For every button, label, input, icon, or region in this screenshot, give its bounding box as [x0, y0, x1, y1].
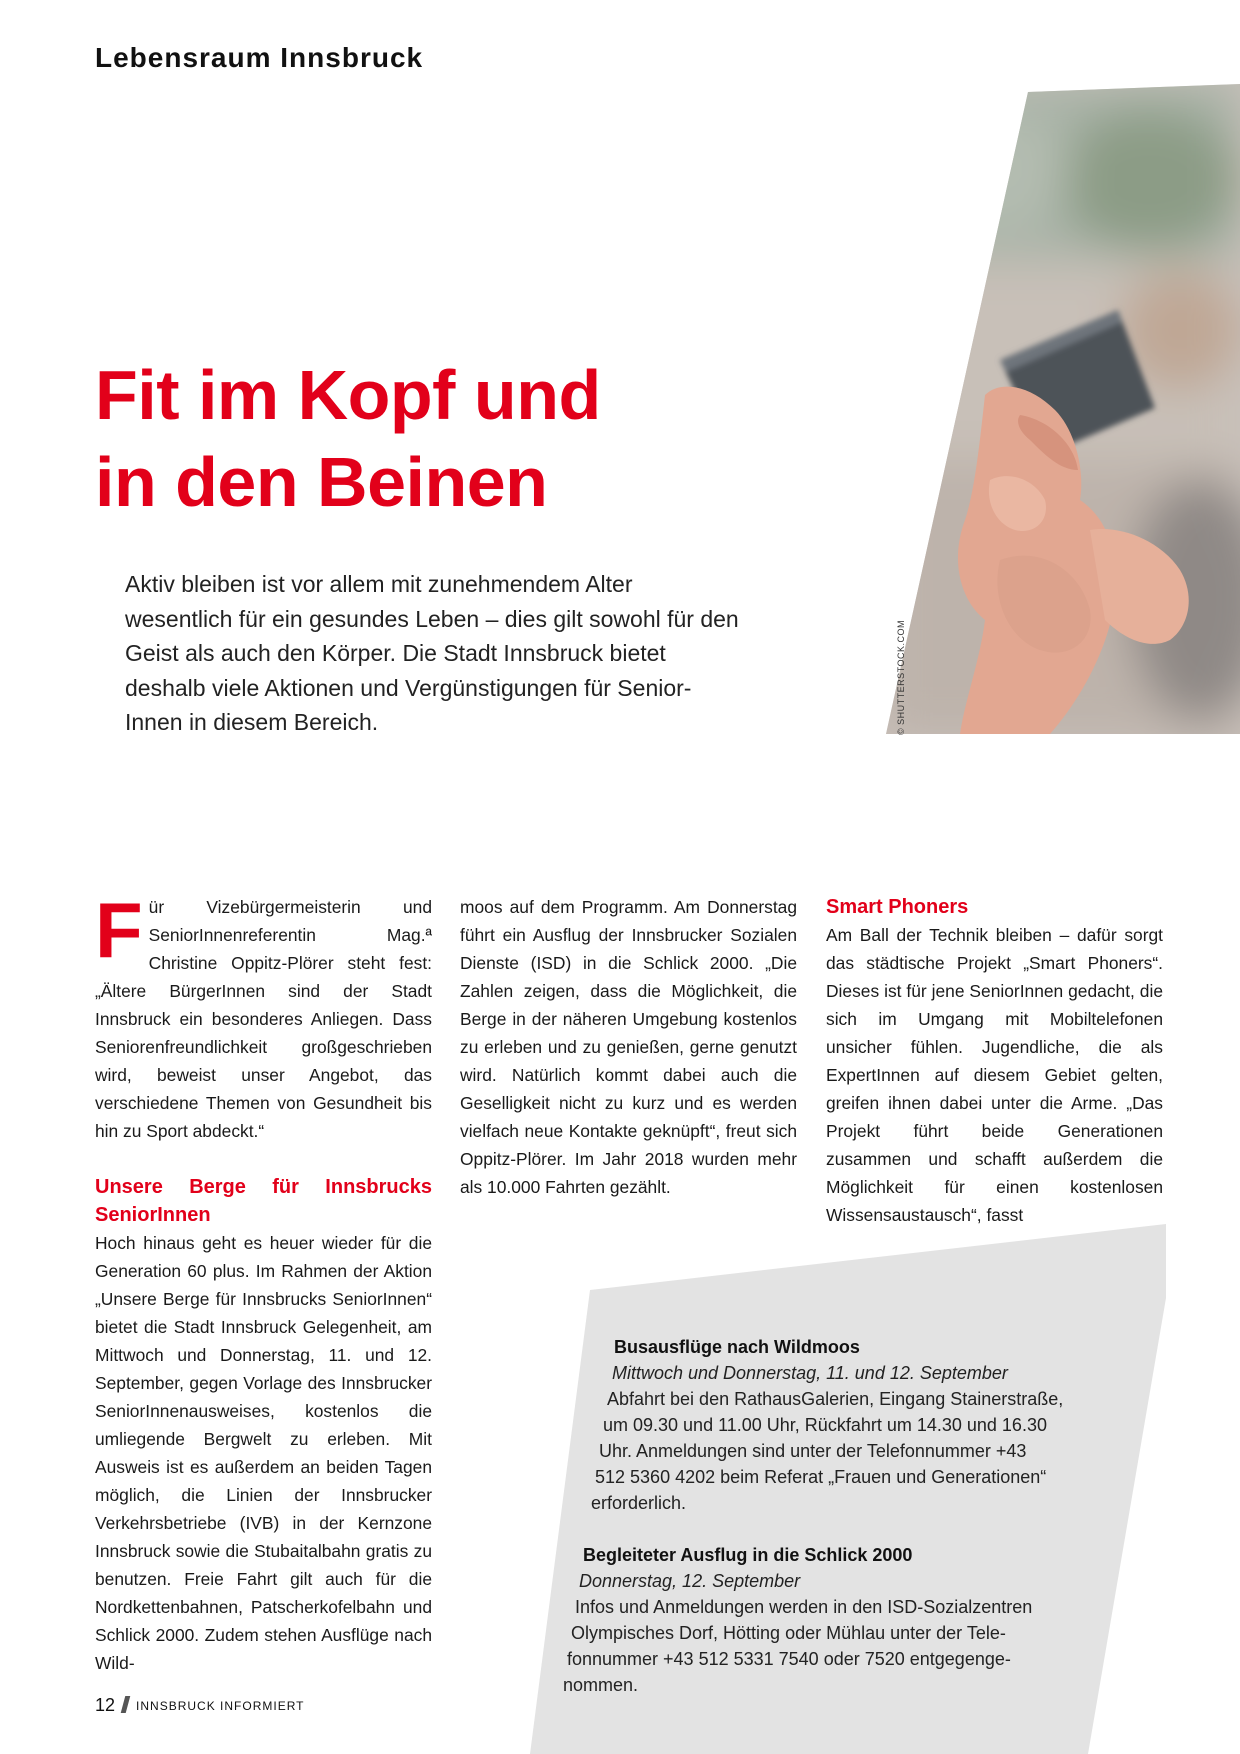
- infobox-line: Infos und Anmeldungen werden in den ISD-Sozialzentren: [575, 1597, 1033, 1617]
- infobox-line: erforderlich.: [591, 1493, 687, 1513]
- page-number: 12: [95, 1695, 116, 1715]
- intro-text: ür Vizebürgermeisterin und SeniorInnenreferentin Mag.ª Christine Oppitz-Plörer steht fest: „Ältere BürgerInnen sind der Stadt Innsbruck ein besonderes Anliegen. Dass Seniorenfreundlichkeit großgeschrieben wird, beweist unser Angebot, das verschiedene Themen von Gesundheit bis hin zu Sport abdeckt.“: [95, 897, 432, 1141]
- column-3: [826, 893, 1163, 1229]
- infobox-line: um 09.30 und 11.00 Uhr, Rückfahrt um 14.30 und 16.30: [603, 1415, 1047, 1435]
- column-1: [95, 886, 432, 1677]
- infobox-line: Olympisches Dorf, Hötting oder Mühlau unter der Tele-: [571, 1623, 1006, 1643]
- photo-credit: © SHUTTERSTOCK.COM: [896, 620, 906, 735]
- infobox-title-wildmoos: Busausflüge nach Wildmoos: [614, 1337, 860, 1357]
- lead-text: Aktiv bleiben ist vor allem mit zunehmendem Alter wesentlich für ein gesundes Leben – dies gilt sowohl für den Geist als auch den Körper. Die Stadt Innsbruck bietet deshalb viele Aktionen und Vergünstigungen für Senior-Innen in diesem Bereich.: [125, 571, 739, 735]
- footer-divider: [121, 1696, 131, 1713]
- section-text-smart-phoners: Am Ball der Technik bleiben – dafür sorgt das städtische Projekt „Smart Phoners“. Dieses ist für jene SeniorInnen gedacht, die sich im Umgang mit Mobiltelefonen unsicher fühlen. Jugendliche, die als ExpertInnen auf diesem Gebiet gelten, greifen ihnen dabei unter die Arme. „Das Projekt führt beide Generationen zusammen und schafft außerdem die Möglichkeit für einen kostenlosen Wissensaustausch“, fasst: [826, 925, 1163, 1225]
- section-label: Lebensraum Innsbruck: [95, 42, 424, 73]
- column-2: [460, 893, 797, 1201]
- infobox-line: 512 5360 4202 beim Referat „Frauen und Generationen“: [595, 1467, 1047, 1487]
- infobox-line: Uhr. Anmeldungen sind unter der Telefonnummer +43: [599, 1441, 1027, 1461]
- infobox-title-schlick: Begleiteter Ausflug in die Schlick 2000: [583, 1545, 913, 1565]
- infobox-date-wildmoos: Mittwoch und Donnerstag, 11. und 12. September: [612, 1363, 1008, 1383]
- title-line-2: in den Beinen: [95, 442, 548, 521]
- page-footer: [95, 1695, 304, 1716]
- infobox-date-schlick: Donnerstag, 12. September: [579, 1571, 801, 1591]
- drop-cap: F: [95, 886, 143, 974]
- title-line-1: Fit im Kopf und: [95, 356, 601, 434]
- section-heading-berge: Unsere Berge für Innsbrucks SeniorInnen: [95, 1176, 432, 1226]
- section-text-berge: Hoch hinaus geht es heuer wieder für die Generation 60 plus. Im Rahmen der Aktion „Unsere Berge für Innsbrucks SeniorInnen“ bietet die Stadt Innsbruck Gelegenheit, am Mittwoch und Donnerstag, 11. und 12. September, gegen Vorlage des Innsbrucker SeniorInnenausweises, kostenlos die umliegende Bergwelt zu erleben. Mit Ausweis ist es außerdem an beiden Tagen möglich, die Linien der Innsbrucker Verkehrsbetriebe (IVB) in der Kernzone Innsbruck sowie die Stubaitalbahn gratis zu benutzen. Freie Fahrt gilt auch für die Nordkettenbahnen, Patscherkofelbahn und Schlick 2000. Zudem stehen Ausflüge nach Wild-: [95, 1233, 432, 1673]
- infobox-line: nommen.: [563, 1675, 639, 1695]
- infobox-line: fonnummer +43 512 5331 7540 oder 7520 entgegenge-: [567, 1649, 1011, 1669]
- infobox-line: Abfahrt bei den RathausGalerien, Eingang Stainerstraße,: [607, 1389, 1064, 1409]
- magazine-name: INNSBRUCK INFORMIERT: [136, 1699, 305, 1713]
- section-heading-smart-phoners: Smart Phoners: [826, 896, 969, 918]
- intro-paragraph: [95, 886, 432, 1145]
- column-2-text: moos auf dem Programm. Am Donnerstag führt ein Ausflug der Innsbrucker Sozialen Dienste (ISD) in die Schlick 2000. „Die Zahlen zeigen, dass die Möglichkeit, die Berge in der näheren Umgebung kostenlos zu erleben und zu genießen, gerne genutzt wird. Natürlich kommt dabei auch die Geselligkeit nicht zu kurz und es werden vielfach neue Kontakte geknüpft“, freut sich Oppitz-Plörer. Im Jahr 2018 wurden mehr als 10.000 Fahrten gezählt.: [460, 897, 797, 1197]
